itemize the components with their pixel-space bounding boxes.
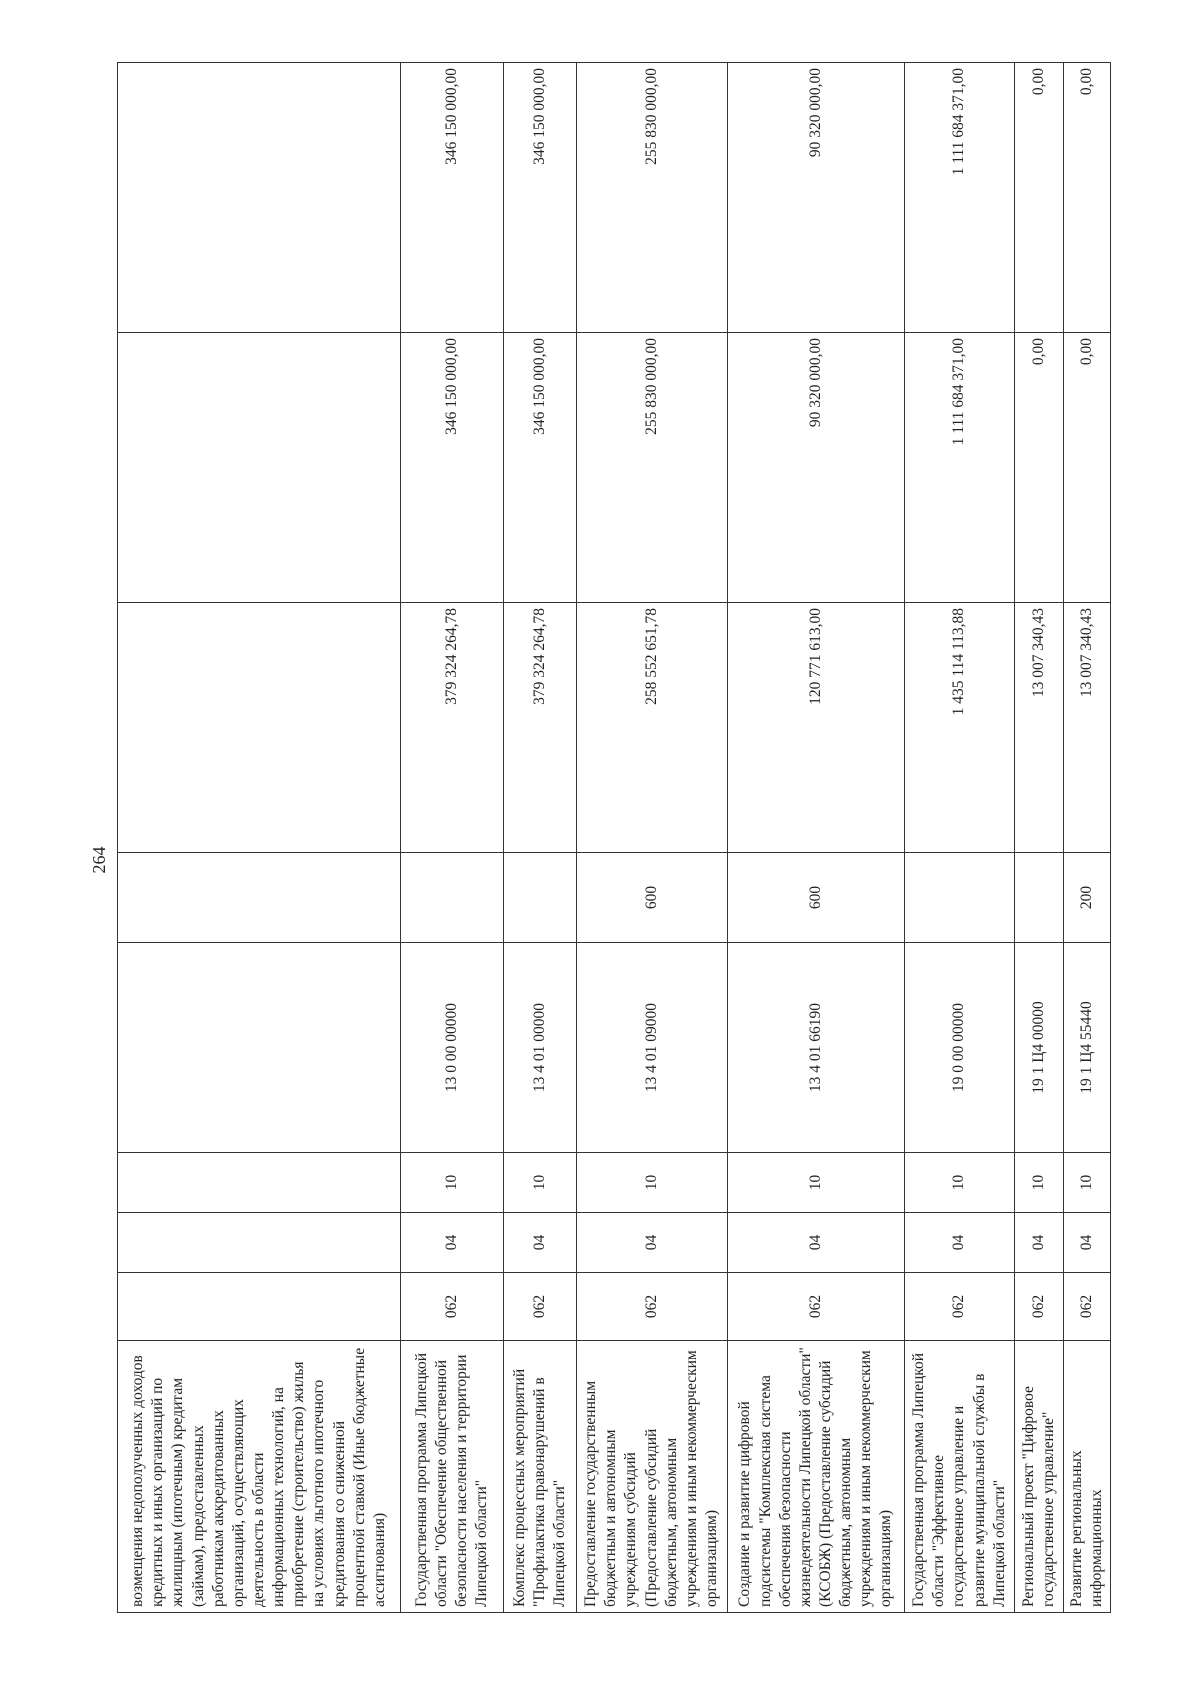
admin-code: 062 xyxy=(905,1273,1014,1341)
section-code: 04 xyxy=(1064,1213,1111,1273)
expense-name: Государственная программа Липецкой области "Обеспечение общественной безопасности населения и территории Липецкой области" xyxy=(401,1341,504,1613)
section-code: 04 xyxy=(504,1213,576,1273)
amount-year-3: 1 111 684 371,00 xyxy=(905,63,1014,333)
table-row xyxy=(1064,63,1111,1613)
target-article: 13 4 01 00000 xyxy=(504,943,576,1153)
page-number: 264 xyxy=(89,846,109,874)
target-article: 13 4 01 66190 xyxy=(727,943,905,1153)
amount-year-1: 379 324 264,78 xyxy=(504,603,576,853)
admin-code xyxy=(118,1273,401,1341)
subsection-code: 10 xyxy=(1014,1153,1064,1213)
expense-type xyxy=(118,853,401,943)
table-row xyxy=(727,63,905,1613)
target-article: 19 1 Ц4 55440 xyxy=(1064,943,1111,1153)
section-code: 04 xyxy=(401,1213,504,1273)
admin-code: 062 xyxy=(401,1273,504,1341)
expense-type xyxy=(905,853,1014,943)
subsection-code: 10 xyxy=(401,1153,504,1213)
amount-year-3: 90 320 000,00 xyxy=(727,63,905,333)
subsection-code: 10 xyxy=(1064,1153,1111,1213)
amount-year-2: 0,00 xyxy=(1064,333,1111,603)
section-code: 04 xyxy=(576,1213,727,1273)
expense-type xyxy=(1014,853,1064,943)
amount-year-1: 258 552 651,78 xyxy=(576,603,727,853)
amount-year-1: 13 007 340,43 xyxy=(1014,603,1064,853)
table-row xyxy=(905,63,1014,1613)
table-row xyxy=(118,63,401,1613)
admin-code: 062 xyxy=(576,1273,727,1341)
amount-year-3: 346 150 000,00 xyxy=(504,63,576,333)
amount-year-2: 346 150 000,00 xyxy=(504,333,576,603)
admin-code: 062 xyxy=(1014,1273,1064,1341)
amount-year-1 xyxy=(118,603,401,853)
amount-year-2: 1 111 684 371,00 xyxy=(905,333,1014,603)
subsection-code: 10 xyxy=(727,1153,905,1213)
expense-name: Государственная программа Липецкой области "Эффективное государственное управление и развитие муниципальной службы в Липецкой области" xyxy=(905,1341,1014,1613)
target-article: 19 0 00 00000 xyxy=(905,943,1014,1153)
amount-year-2 xyxy=(118,333,401,603)
table-row xyxy=(1014,63,1064,1613)
expense-name: возмещения недополученных доходов кредитных и иных организаций по жилищным (ипотечным) кредитам (займам), предоставленных работникам аккредитованных организаций, осуществляющих деятельность в области информационных технологий, на приобретение (строительство) жилья на условиях льготного ипотечного кредитования со сниженной процентной ставкой (Иные бюджетные ассигнования) xyxy=(118,1341,401,1613)
admin-code: 062 xyxy=(504,1273,576,1341)
expense-name: Предоставление государственным бюджетным и автономным учреждениям субсидий (Предоставление субсидий бюджетным, автономным учреждениям и иным некоммерческим организациям) xyxy=(576,1341,727,1613)
amount-year-2: 255 830 000,00 xyxy=(576,333,727,603)
budget-table xyxy=(117,62,1111,1613)
expense-type: 600 xyxy=(576,853,727,943)
expense-name: Комплекс процессных мероприятий "Профилактика правонарушений в Липецкой области" xyxy=(504,1341,576,1613)
table-row xyxy=(401,63,504,1613)
table-row xyxy=(504,63,576,1613)
expense-type: 600 xyxy=(727,853,905,943)
target-article: 13 0 00 00000 xyxy=(401,943,504,1153)
target-article: 13 4 01 09000 xyxy=(576,943,727,1153)
subsection-code: 10 xyxy=(504,1153,576,1213)
expense-name: Региональный проект "Цифровое государственное управление" xyxy=(1014,1341,1064,1613)
expense-type xyxy=(401,853,504,943)
amount-year-2: 346 150 000,00 xyxy=(401,333,504,603)
admin-code: 062 xyxy=(727,1273,905,1341)
target-article: 19 1 Ц4 00000 xyxy=(1014,943,1064,1153)
amount-year-1: 379 324 264,78 xyxy=(401,603,504,853)
section-code: 04 xyxy=(905,1213,1014,1273)
amount-year-3 xyxy=(118,63,401,333)
amount-year-2: 90 320 000,00 xyxy=(727,333,905,603)
amount-year-3: 346 150 000,00 xyxy=(401,63,504,333)
expense-type xyxy=(504,853,576,943)
section-code: 04 xyxy=(727,1213,905,1273)
admin-code: 062 xyxy=(1064,1273,1111,1341)
amount-year-3: 0,00 xyxy=(1064,63,1111,333)
subsection-code xyxy=(118,1153,401,1213)
subsection-code: 10 xyxy=(905,1153,1014,1213)
budget-table-rotated xyxy=(117,63,1111,1613)
expense-name: Развитие региональных информационных xyxy=(1064,1341,1111,1613)
amount-year-3: 0,00 xyxy=(1014,63,1064,333)
section-code: 04 xyxy=(1014,1213,1064,1273)
subsection-code: 10 xyxy=(576,1153,727,1213)
amount-year-1: 13 007 340,43 xyxy=(1064,603,1111,853)
amount-year-1: 120 771 613,00 xyxy=(727,603,905,853)
section-code xyxy=(118,1213,401,1273)
expense-type: 200 xyxy=(1064,853,1111,943)
expense-name: Создание и развитие цифровой подсистемы "Комплексная система обеспечения безопасности жизнедеятельности Липецкой области" (КСОБЖ) (Предоставление субсидий бюджетным, автономным учреждениям и иным некоммерческим организациям) xyxy=(727,1341,905,1613)
amount-year-3: 255 830 000,00 xyxy=(576,63,727,333)
target-article xyxy=(118,943,401,1153)
amount-year-2: 0,00 xyxy=(1014,333,1064,603)
table-row xyxy=(576,63,727,1613)
amount-year-1: 1 435 114 113,88 xyxy=(905,603,1014,853)
